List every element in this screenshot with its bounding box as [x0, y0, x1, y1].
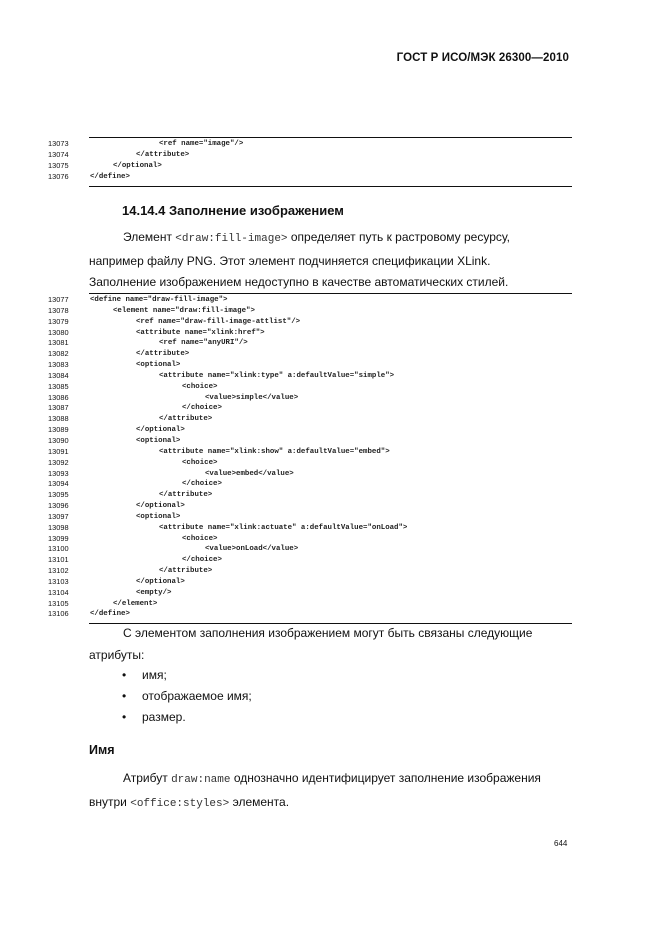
- name-subheading: Имя: [89, 743, 115, 757]
- code-line: [0, 371, 661, 382]
- code-line: [0, 479, 661, 490]
- code-text: <attribute name="xlink:show" a:defaultValue="embed">: [159, 447, 390, 456]
- line-number: 13077: [48, 295, 69, 304]
- code-line: [0, 588, 661, 599]
- code-text: </attribute>: [136, 350, 190, 359]
- line-number: 13079: [48, 316, 69, 326]
- code-line: [0, 360, 661, 371]
- code-line: [0, 501, 661, 512]
- code-block-top-rule: [89, 293, 572, 294]
- code-line: [0, 295, 661, 306]
- code-text: </element>: [113, 599, 158, 608]
- code-line: [0, 317, 661, 328]
- code-text: </attribute>: [159, 491, 213, 500]
- attributes-paragraph: [89, 623, 572, 666]
- line-number: 13089: [48, 425, 69, 435]
- section-heading: 14.14.4 Заполнение изображением: [122, 203, 344, 218]
- code-line: [0, 328, 661, 339]
- code-text: <attribute name="xlink:type" a:defaultValue="simple">: [159, 371, 395, 380]
- code-line: [0, 512, 661, 523]
- code-text: </optional>: [136, 577, 185, 586]
- line-number: 13091: [48, 446, 69, 456]
- name-text: внутри: [89, 794, 127, 809]
- code-text: <ref name="anyURI"/>: [159, 339, 248, 348]
- document-header-title: ГОСТ Р ИСО/МЭК 26300—2010: [396, 52, 569, 64]
- line-number: 13101: [48, 555, 69, 565]
- code-block-bottom-rule: [89, 186, 572, 187]
- code-text: <ref name="draw-fill-image-attlist"/>: [136, 317, 301, 326]
- code-line: [0, 414, 661, 425]
- intro-text: определяет путь к растровому ресурсу,: [290, 230, 511, 244]
- inline-code: <draw:fill-image>: [175, 233, 288, 245]
- code-line: [0, 577, 661, 588]
- line-number: 13076: [48, 171, 69, 181]
- code-line: [0, 609, 661, 620]
- code-text: </choice>: [182, 556, 222, 565]
- code-text: </define>: [90, 172, 130, 181]
- code-text: <choice>: [182, 458, 218, 467]
- line-number: 13087: [48, 403, 69, 413]
- intro-line-1: [89, 227, 572, 251]
- code-text: <optional>: [136, 512, 181, 521]
- line-number: 13103: [48, 576, 69, 586]
- line-number: 13074: [48, 149, 69, 159]
- line-number: 13100: [48, 544, 69, 554]
- code-text: </define>: [90, 610, 130, 619]
- line-number: 13073: [48, 139, 69, 148]
- line-number: 13090: [48, 435, 69, 445]
- code-text: <element name="draw:fill-image">: [113, 306, 255, 315]
- code-text: </optional>: [113, 161, 162, 170]
- line-number: 13092: [48, 457, 69, 467]
- code-text: </choice>: [182, 480, 222, 489]
- intro-line-3: Заполнение изображением недоступно в качестве автоматических стилей.: [89, 275, 509, 289]
- code-text: <value>onLoad</value>: [205, 545, 299, 554]
- code-text: </attribute>: [136, 150, 190, 159]
- code-line: [0, 393, 661, 404]
- code-line: [0, 403, 661, 414]
- code-text: </attribute>: [159, 415, 213, 424]
- list-item-text: отображаемое имя;: [142, 689, 252, 703]
- code-text: </choice>: [182, 404, 222, 413]
- code-line: [0, 566, 661, 577]
- line-number: 13106: [48, 609, 69, 619]
- line-number: 13085: [48, 381, 69, 391]
- code-text: <define name="draw-fill-image">: [90, 296, 228, 304]
- line-number: 13082: [48, 349, 69, 359]
- code-text: <empty/>: [136, 588, 172, 597]
- line-number: 13080: [48, 327, 69, 337]
- name-paragraph: [89, 768, 572, 815]
- bullet-marker: •: [122, 668, 127, 682]
- code-line: [0, 161, 661, 172]
- line-number: 13086: [48, 392, 69, 402]
- code-text: <attribute name="xlink:href">: [136, 328, 265, 337]
- name-line-1: [89, 768, 572, 792]
- name-text: элемента.: [232, 794, 290, 809]
- line-number: 13096: [48, 501, 69, 511]
- code-text: </optional>: [136, 502, 185, 511]
- code-block-1: [0, 139, 661, 182]
- line-number: 13078: [48, 305, 69, 315]
- code-line: [0, 534, 661, 545]
- code-line: [0, 490, 661, 501]
- code-line: [0, 425, 661, 436]
- code-line: [0, 172, 661, 183]
- code-line: [0, 306, 661, 317]
- inline-code: <office:styles>: [130, 797, 230, 810]
- attributes-line-2: атрибуты:: [89, 647, 145, 662]
- line-number: 13098: [48, 522, 69, 532]
- code-text: </attribute>: [159, 567, 213, 576]
- line-number: 13083: [48, 360, 69, 370]
- name-text: Атрибут: [123, 771, 168, 785]
- code-line: [0, 458, 661, 469]
- list-item-text: имя;: [142, 668, 167, 682]
- code-line: [0, 447, 661, 458]
- inline-code: draw:name: [171, 774, 231, 786]
- intro-text: Элемент: [123, 230, 172, 244]
- line-number: 13097: [48, 511, 69, 521]
- code-block-2: [0, 295, 661, 620]
- line-number: 13081: [48, 338, 69, 348]
- line-number: 13084: [48, 370, 69, 380]
- line-number: 13075: [48, 160, 69, 170]
- code-text: <value>embed</value>: [205, 469, 294, 478]
- code-line: [0, 338, 661, 349]
- code-block-top-rule: [89, 137, 572, 138]
- code-line: [0, 436, 661, 447]
- line-number: 13105: [48, 598, 69, 608]
- list-item-text: размер.: [142, 710, 186, 724]
- line-number: 13102: [48, 566, 69, 576]
- name-line-2: [89, 792, 572, 816]
- code-line: [0, 544, 661, 555]
- intro-paragraph: [89, 227, 572, 294]
- code-text: <value>simple</value>: [205, 393, 299, 402]
- code-text: <ref name="image"/>: [159, 140, 244, 148]
- code-text: </optional>: [136, 426, 185, 435]
- bullet-marker: •: [122, 710, 127, 724]
- line-number: 13099: [48, 533, 69, 543]
- code-text: <attribute name="xlink:actuate" a:defaultValue="onLoad">: [159, 523, 408, 532]
- page-number: 644: [554, 839, 568, 848]
- intro-line-2: например файлу PNG. Этот элемент подчиняется спецификации XLink.: [89, 253, 491, 268]
- code-line: [0, 150, 661, 161]
- code-line: [0, 555, 661, 566]
- line-number: 13094: [48, 479, 69, 489]
- code-text: <optional>: [136, 361, 181, 370]
- bullet-marker: •: [122, 689, 127, 703]
- code-line: [0, 469, 661, 480]
- line-number: 13095: [48, 490, 69, 500]
- line-number: 13088: [48, 414, 69, 424]
- code-line: [0, 382, 661, 393]
- code-text: <optional>: [136, 436, 181, 445]
- code-line: [0, 599, 661, 610]
- code-text: <choice>: [182, 534, 218, 543]
- line-number: 13104: [48, 587, 69, 597]
- name-text: однозначно идентифицирует заполнение изображения: [233, 771, 541, 785]
- code-text: <choice>: [182, 382, 218, 391]
- attributes-line-1: С элементом заполнения изображением могут быть связаны следующие: [123, 626, 533, 640]
- code-line: [0, 139, 661, 150]
- code-line: [0, 349, 661, 360]
- code-line: [0, 523, 661, 534]
- line-number: 13093: [48, 468, 69, 478]
